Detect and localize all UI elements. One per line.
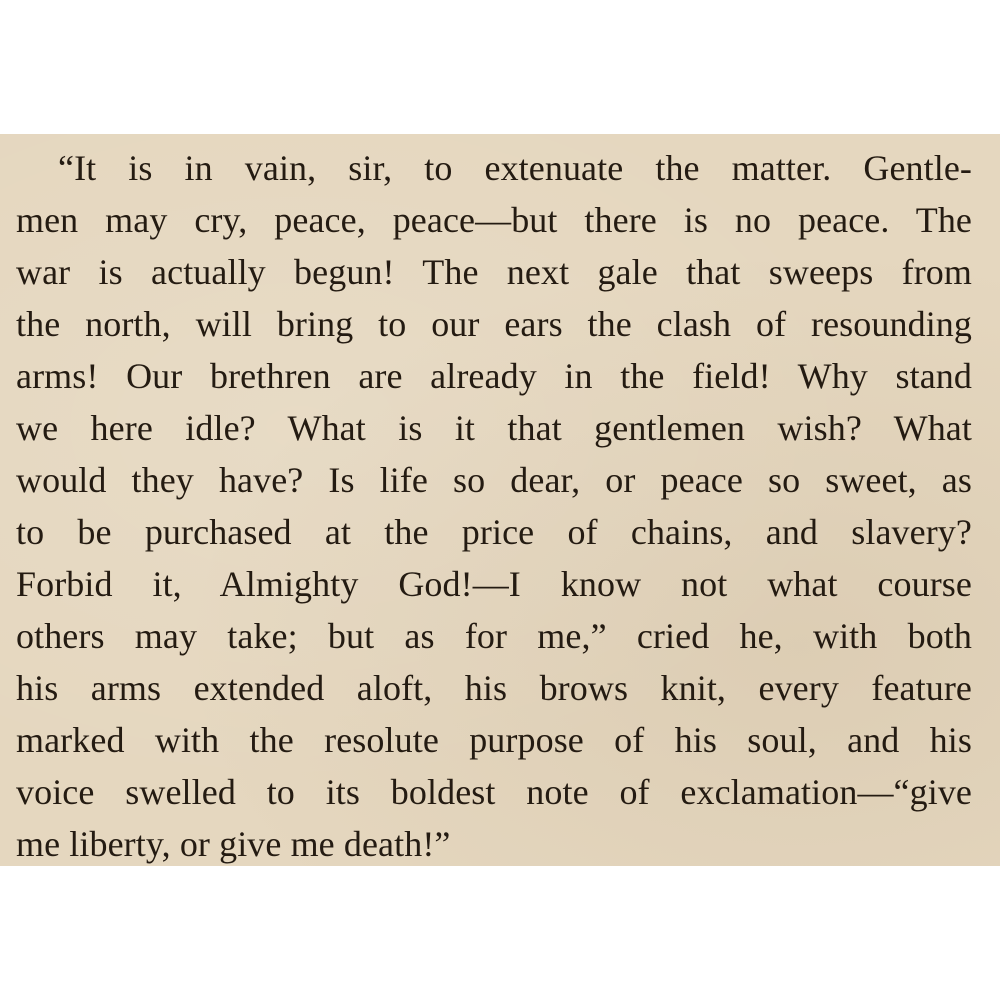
page-scan	[0, 134, 1000, 866]
text-line: would they have? Is life so dear, or peace so sweet, as	[16, 460, 972, 500]
text-line: others may take; but as for me,” cried he, with both	[16, 616, 972, 656]
text-line: we here idle? What is it that gentlemen wish? What	[16, 408, 972, 448]
text-line: the north, will bring to our ears the clash of resounding	[16, 304, 972, 344]
text-line: marked with the resolute purpose of his soul, and his	[16, 720, 972, 760]
text-line: voice swelled to its boldest note of exclamation—“give	[16, 772, 972, 812]
quote-passage	[0, 134, 1000, 866]
text-line: arms! Our brethren are already in the field! Why stand	[16, 356, 972, 396]
text-line: Forbid it, Almighty God!—I know not what course	[16, 564, 972, 604]
text-line: his arms extended aloft, his brows knit, every feature	[16, 668, 972, 708]
text-line-last: me liberty, or give me death!”	[16, 824, 451, 864]
text-line: men may cry, peace, peace—but there is no peace. The	[16, 200, 972, 240]
text-line: war is actually begun! The next gale that sweeps from	[16, 252, 972, 292]
text-line: to be purchased at the price of chains, and slavery?	[16, 512, 972, 552]
text-line: “It is in vain, sir, to extenuate the matter. Gentle-	[58, 148, 972, 188]
